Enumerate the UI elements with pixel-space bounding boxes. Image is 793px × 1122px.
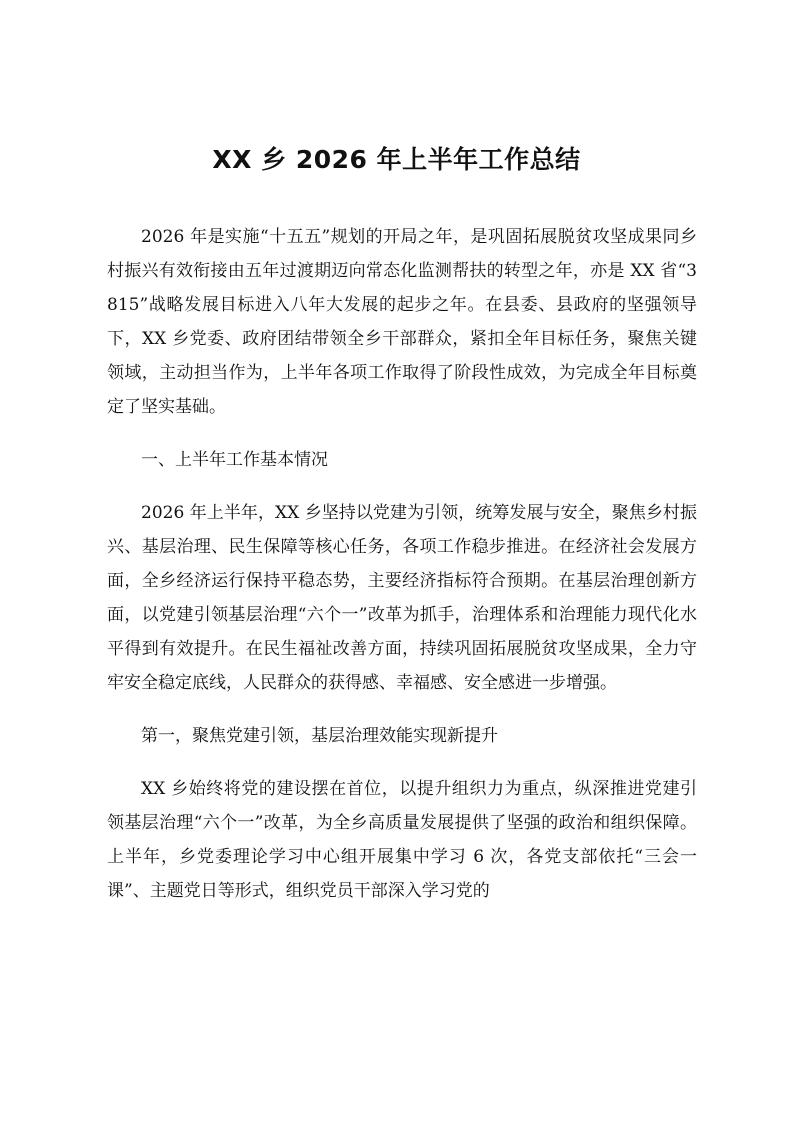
document-body xyxy=(107,220,697,927)
document-title: XX 乡 2026 年上半年工作总结 xyxy=(212,145,581,174)
overview-paragraph: 2026 年上半年，XX 乡坚持以党建为引领，统筹发展与安全，聚焦乡村振兴、基层治理、民生保障等核心任务，各项工作稳步推进。在经济社会发展方面，全乡经济运行保持平稳态势，主要经济指标符合预期。在基层治理创新方面，以党建引领基层治理“六个一”改革为抓手，治理体系和治理能力现代化水平得到有效提升。在民生福祉改善方面，持续巩固拓展脱贫攻坚成果，全力守牢安全稳定底线，人民群众的获得感、幸福感、安全感进一步增强。 xyxy=(107,503,697,693)
subsection-heading-party-building: 第一，聚焦党建引领，基层治理效能实现新提升 xyxy=(141,726,498,746)
section-heading-overview: 一、上半年工作基本情况 xyxy=(141,450,328,470)
party-building-paragraph: XX 乡始终将党的建设摆在首位，以提升组织力为重点，纵深推进党建引领基层治理“六个一”改革，为全乡高质量发展提供了坚强的政治和组织保障。上半年，乡党委理论学习中心组开展集中学习 6 次，各党支部依托“三会一课”、主题党日等形式，组织党员干部深入学习党的 xyxy=(107,779,697,901)
intro-paragraph: 2026 年是实施“十五五”规划的开局之年，是巩固拓展脱贫攻坚成果同乡村振兴有效衔接由五年过渡期迈向常态化监测帮扶的转型之年，亦是 XX 省“3815”战略发展目标进入八年大发展的起步之年。在县委、县政府的坚强领导下，XX 乡党委、政府团结带领全乡干部群众，紧扣全年目标任务，聚焦关键领域，主动担当作为，上半年各项工作取得了阶段性成效，为完成全年目标奠定了坚实基础。 xyxy=(107,227,697,417)
